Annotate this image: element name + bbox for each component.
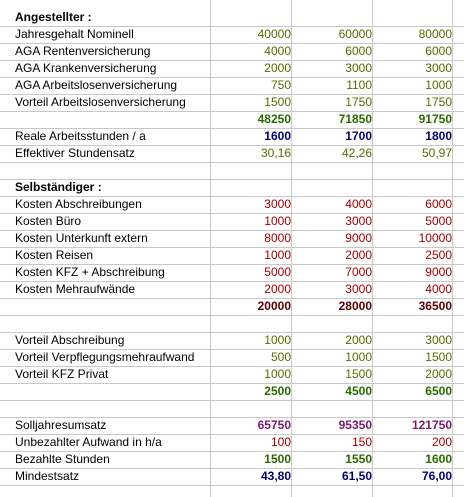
table-row [0,417,464,435]
total-row [0,298,464,316]
total-cell[interactable]: 4500 [345,384,372,398]
value-cell[interactable]: 1000 [264,248,291,262]
value-cell[interactable]: 76,00 [421,469,452,483]
value-cell[interactable]: 9000 [425,265,452,279]
total-cell[interactable]: 28000 [338,299,372,313]
value-cell[interactable]: 1000 [264,214,291,228]
table-row [0,281,464,299]
row-label[interactable]: Kosten Unterkunft extern [15,231,148,245]
table-row [0,94,464,112]
value-cell[interactable]: 1500 [345,367,372,381]
section-heading-angestellter[interactable]: Angestellter : [15,10,92,24]
value-cell[interactable]: 3000 [425,333,452,347]
empty-cell[interactable] [15,111,210,128]
table-row [0,43,464,61]
value-cell[interactable]: 1500 [264,452,291,466]
row-label[interactable]: Kosten KFZ + Abschreibung [15,265,165,279]
value-cell[interactable]: 61,50 [341,469,372,483]
table-row [0,77,464,95]
total-cell[interactable]: 71850 [338,112,372,126]
table-row [0,349,464,367]
value-cell[interactable]: 1500 [264,95,291,109]
value-cell[interactable]: 40000 [257,27,291,41]
table-row [0,145,464,163]
section-heading-row [0,9,464,27]
empty-cell[interactable] [15,298,210,315]
empty-cell[interactable] [292,9,372,26]
value-cell[interactable]: 1100 [346,78,372,92]
value-cell[interactable]: 121750 [411,418,452,432]
value-cell[interactable]: 1550 [345,452,372,466]
value-cell[interactable]: 2000 [425,367,452,381]
value-cell[interactable]: 4000 [425,282,452,296]
value-cell[interactable]: 65750 [257,418,291,432]
value-cell[interactable]: 4000 [345,197,372,211]
value-cell[interactable]: 10000 [418,231,452,245]
value-cell[interactable]: 750 [270,78,291,92]
value-cell[interactable]: 7000 [345,265,372,279]
row-label[interactable]: Reale Arbeitsstunden / a [15,129,146,143]
row-label[interactable]: AGA Rentenversicherung [15,44,151,58]
value-cell[interactable]: 8000 [264,231,291,245]
row-label[interactable]: AGA Krankenversicherung [15,61,157,75]
value-cell[interactable]: 1000 [425,78,452,92]
value-cell[interactable]: 100 [270,435,291,449]
table-row [0,366,464,384]
value-cell[interactable]: 60000 [338,27,372,41]
value-cell[interactable]: 2500 [425,248,452,262]
empty-row[interactable] [0,315,464,333]
table-row [0,26,464,44]
value-cell[interactable]: 3000 [264,197,291,211]
value-cell[interactable]: 2000 [345,248,372,262]
value-cell[interactable]: 80000 [418,27,452,41]
row-label[interactable]: Kosten Abschreibungen [15,197,142,211]
value-cell[interactable]: 500 [270,350,291,364]
value-cell[interactable]: 2000 [345,333,372,347]
total-cell[interactable]: 36500 [418,299,452,313]
value-cell[interactable]: 3000 [345,61,372,75]
total-cell[interactable]: 48250 [257,112,291,126]
empty-cell[interactable] [15,383,210,400]
value-cell[interactable]: 1700 [345,129,372,143]
value-cell[interactable]: 42,26 [341,146,372,160]
section-heading-row [0,179,464,197]
table-row [0,451,464,469]
value-cell[interactable]: 1000 [264,333,291,347]
empty-cell[interactable] [373,179,452,196]
value-cell[interactable]: 1600 [425,452,452,466]
table-row [0,230,464,248]
row-label[interactable]: Vorteil Verpflegungsmehraufwand [15,350,195,364]
table-row [0,128,464,146]
value-cell[interactable]: 1500 [425,350,452,364]
empty-row[interactable] [0,400,464,418]
total-row [0,383,464,401]
value-cell[interactable]: 1750 [345,95,372,109]
row-label[interactable]: Vorteil KFZ Privat [15,367,109,381]
value-cell[interactable]: 3000 [345,214,372,228]
row-label[interactable]: AGA Arbeitslosenversicherung [15,78,178,92]
row-label[interactable]: Effektiver Stundensatz [15,146,135,160]
row-label[interactable]: Bezahlte Stunden [15,452,110,466]
table-row [0,468,464,486]
value-cell[interactable]: 1800 [425,129,452,143]
value-cell[interactable]: 1600 [264,129,291,143]
value-cell[interactable]: 200 [431,435,452,449]
value-cell[interactable]: 5000 [425,214,452,228]
row-label[interactable]: Solljahresumsatz [15,418,107,432]
empty-row[interactable] [0,162,464,180]
value-cell[interactable]: 9000 [345,231,372,245]
row-label[interactable]: Kosten Reisen [15,248,94,262]
value-cell[interactable]: 95350 [338,418,372,432]
table-row [0,434,464,452]
value-cell[interactable]: 1000 [345,350,372,364]
value-cell[interactable]: 6000 [345,44,372,58]
value-cell[interactable]: 3000 [425,61,452,75]
row-label[interactable]: Jahresgehalt Nominell [15,27,134,41]
value-cell[interactable]: 150 [351,435,372,449]
empty-cell[interactable] [292,179,372,196]
table-row [0,332,464,350]
total-cell[interactable]: 6500 [425,384,452,398]
value-cell[interactable]: 6000 [425,197,452,211]
table-row [0,213,464,231]
value-cell[interactable]: 2000 [264,282,291,296]
row-label[interactable]: Unbezahlter Aufwand in h/a [15,435,162,449]
row-label[interactable]: Mindestsatz [15,469,80,483]
value-cell[interactable]: 2000 [264,61,291,75]
value-cell[interactable]: 5000 [264,265,291,279]
row-label[interactable]: Vorteil Arbeitslosenversicherung [15,95,186,109]
total-cell[interactable]: 91750 [418,112,452,126]
value-cell[interactable]: 50,97 [421,146,452,160]
value-cell[interactable]: 1750 [425,95,452,109]
table-row [0,264,464,282]
section-heading-selbstaendiger[interactable]: Selbständiger : [15,180,102,194]
row-label[interactable]: Kosten Büro [15,214,82,228]
empty-cell[interactable] [211,9,291,26]
table-row [0,247,464,265]
value-cell[interactable]: 43,80 [260,469,291,483]
value-cell[interactable]: 3000 [345,282,372,296]
value-cell[interactable]: 6000 [425,44,452,58]
value-cell[interactable]: 4000 [264,44,291,58]
total-cell[interactable]: 2500 [264,384,291,398]
total-row [0,111,464,129]
value-cell[interactable]: 30,16 [260,146,291,160]
empty-cell[interactable] [373,9,452,26]
total-cell[interactable]: 20000 [257,299,291,313]
table-row [0,196,464,214]
empty-cell[interactable] [211,179,291,196]
value-cell[interactable]: 1000 [264,367,291,381]
row-label[interactable]: Vorteil Abschreibung [15,333,125,347]
table-row [0,60,464,78]
row-label[interactable]: Kosten Mehraufwände [15,282,136,296]
